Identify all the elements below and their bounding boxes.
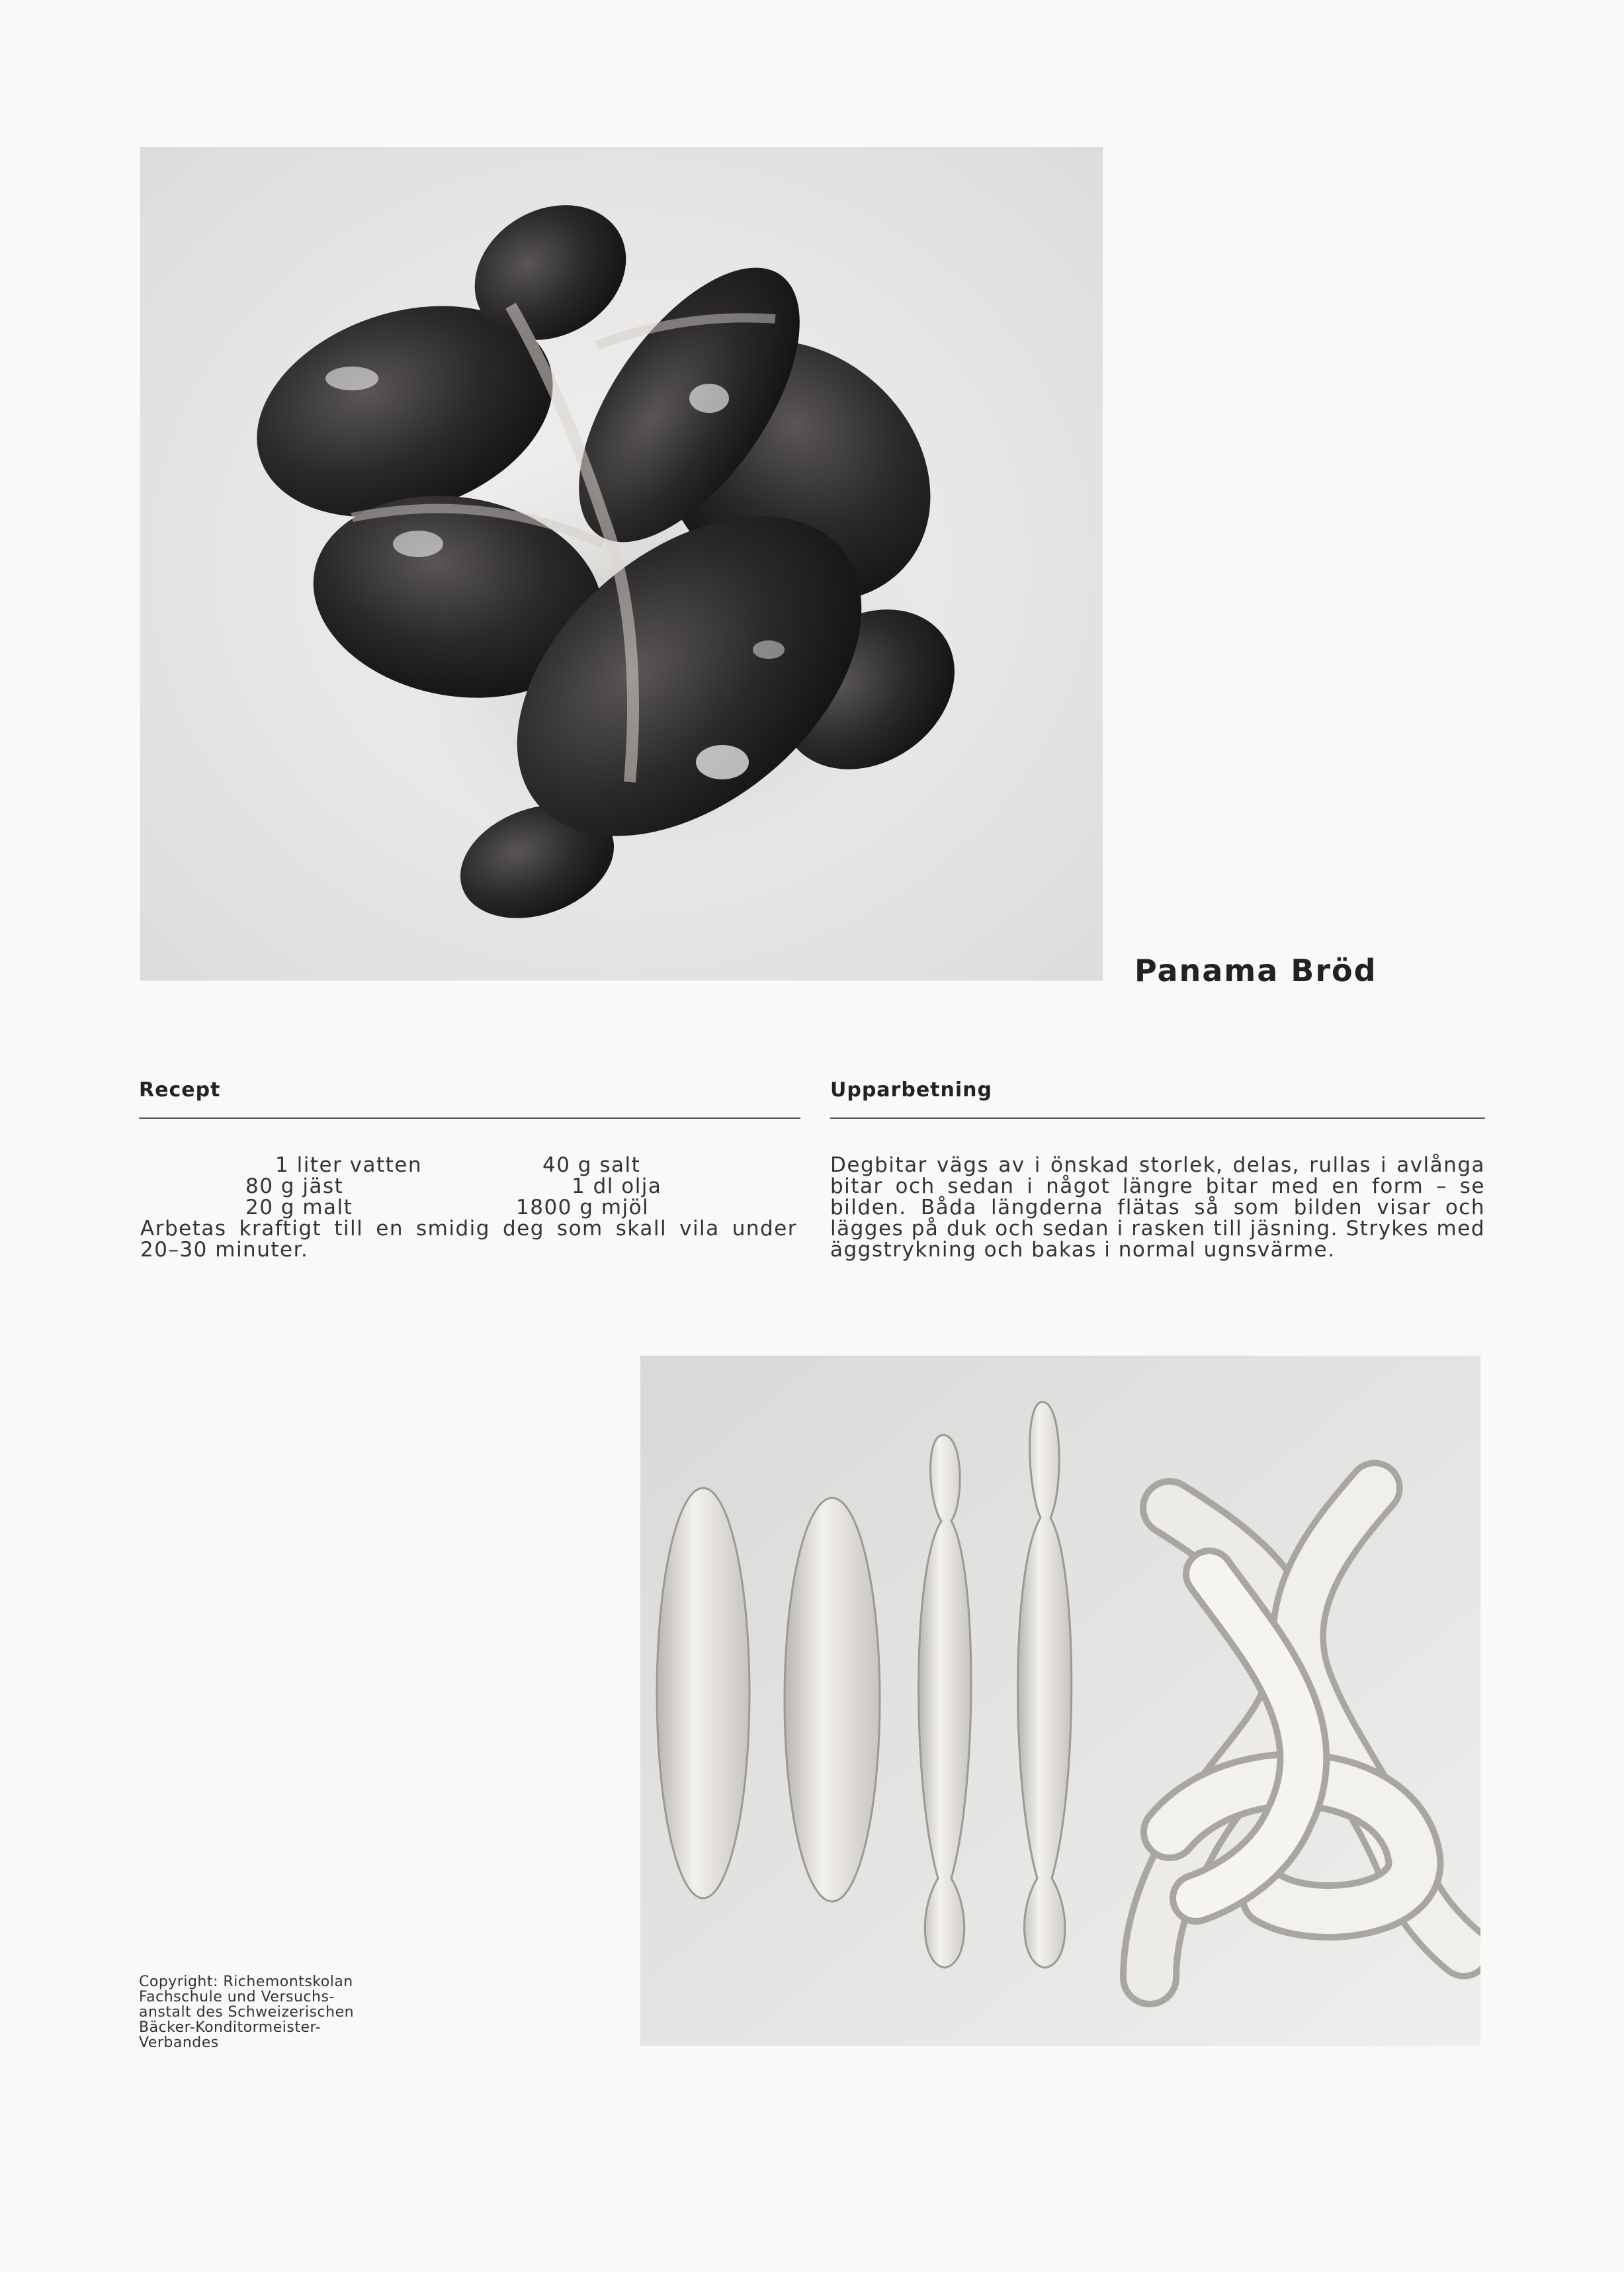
copyright-notice	[139, 1974, 404, 2050]
copyright-line: anstalt des Schweizerischen	[139, 2004, 355, 2021]
ingredient-yeast: 80 g jäst	[245, 1174, 344, 1198]
copyright-line: Verbandes	[139, 2034, 219, 2051]
ingredient-oil: 1 dl olja	[572, 1174, 662, 1198]
preparation-text: Degbitar vägs av i önskad storlek, delas, rullas i avlånga bitar och sedan i något längre bitar med en form – se bilden. Båda längderna flätas så som bilden visar och lägges på duk och sedan i rasken till jäsning. Strykes med äggstrykning och bakas i normal ugnsvärme.	[830, 1153, 1485, 1262]
recipe-divider	[139, 1117, 800, 1119]
copyright-line: Bäcker-Konditormeister-	[139, 2019, 321, 2036]
ingredient-salt: 40 g salt	[542, 1153, 641, 1177]
dough-strands-illustration	[640, 1356, 1480, 2046]
dough-shaping-photo	[640, 1356, 1480, 2046]
page-title: Panama Bröd	[1134, 953, 1377, 988]
recipe-heading: Recept	[139, 1078, 221, 1102]
ingredient-malt: 20 g malt	[245, 1196, 353, 1219]
ingredient-water: 1 liter vatten	[275, 1153, 423, 1177]
preparation-heading: Upparbetning	[830, 1078, 992, 1102]
ingredient-flour: 1800 g mjöl	[516, 1196, 650, 1219]
bread-photo	[140, 147, 1103, 981]
braided-bread-illustration	[140, 147, 1103, 981]
copyright-line: Copyright: Richemontskolan	[139, 1974, 353, 1990]
recipe-instructions: Arbetas kraftigt till en smidig deg som skall vila under 20–30 minuter.	[140, 1217, 797, 1262]
copyright-line: Fachschule und Versuchs-	[139, 1989, 335, 2005]
preparation-divider	[830, 1117, 1485, 1119]
